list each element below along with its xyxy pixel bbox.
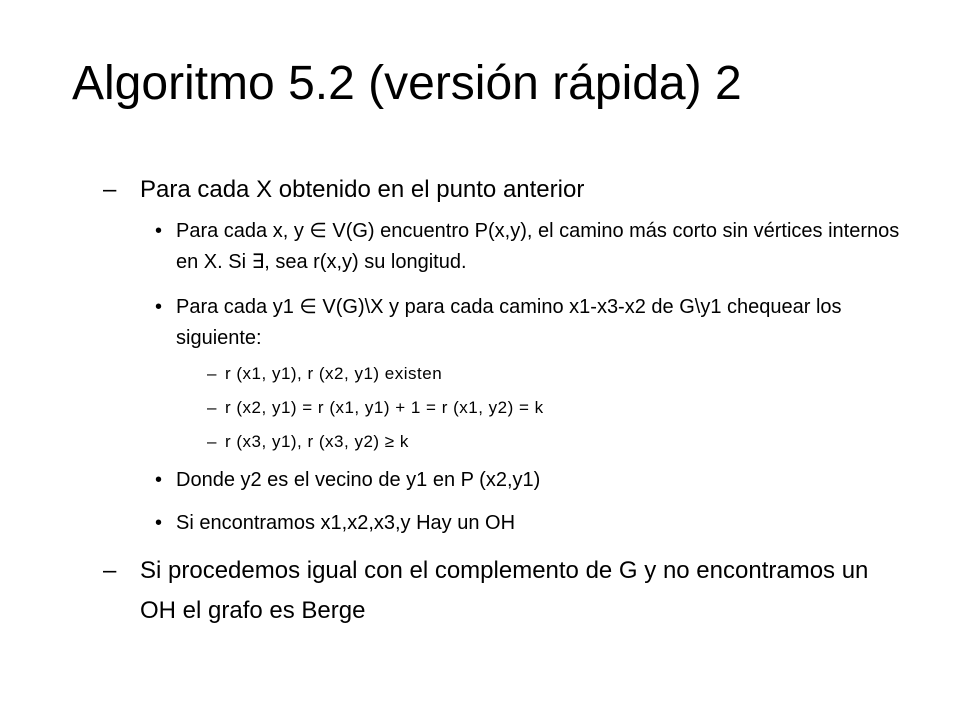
list-item-text: r (x2, y1) = r (x1, y1) + 1 = r (x1, y2) = k	[225, 398, 544, 417]
list-item	[207, 430, 825, 454]
list-item	[155, 508, 916, 539]
dash-marker: –	[103, 557, 117, 584]
list-item	[207, 396, 825, 420]
list-item-text: r (x3, y1), r (x3, y2) ≥ k	[225, 432, 409, 451]
list-item	[103, 551, 910, 631]
dash-marker: –	[207, 432, 217, 451]
bullet-marker: •	[155, 512, 163, 534]
list-item	[155, 216, 905, 278]
bullet-marker: •	[155, 220, 163, 242]
slide-title: Algoritmo 5.2 (versión rápida) 2	[72, 57, 742, 110]
dash-marker: –	[103, 176, 117, 203]
dash-marker: –	[207, 364, 217, 383]
bullet-marker: •	[155, 469, 163, 491]
list-item-text: r (x1, y1), r (x2, y1) existen	[225, 364, 443, 383]
list-item	[155, 292, 905, 354]
bullet-marker: •	[155, 296, 163, 318]
list-item	[103, 170, 900, 210]
list-item-text: Donde y2 es el vecino de y1 en P (x2,y1)	[176, 469, 541, 491]
list-item	[155, 465, 916, 496]
list-item-text: Si encontramos x1,x2,x3,y Hay un OH	[176, 512, 516, 534]
list-item	[207, 362, 825, 386]
list-item-text: Para cada x, y ∈ V(G) encuentro P(x,y), el camino más corto sin vértices internos en X. Si ∃, sea r(x,y) su longitud.	[176, 220, 900, 273]
list-item-text: Para cada y1 ∈ V(G)\X y para cada camino x1-x3-x2 de G\y1 chequear los siguiente:	[176, 296, 842, 349]
dash-marker: –	[207, 398, 217, 417]
list-item-text: Para cada X obtenido en el punto anterior	[140, 176, 585, 203]
list-item-text: Si procedemos igual con el complemento de G y no encontramos un OH el grafo es Berge	[140, 557, 869, 624]
